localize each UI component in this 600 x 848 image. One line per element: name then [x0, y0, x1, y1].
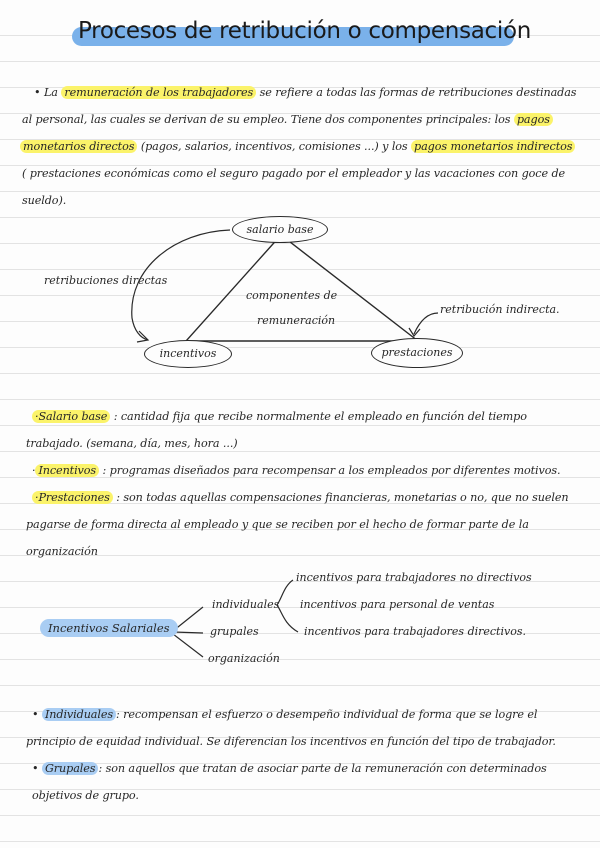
arrowhead-direct-icon: [137, 331, 148, 342]
highlight-salario-base: ·Salario base: [32, 410, 110, 423]
tree-leaf-3: incentivos para trabajadores directivos.: [304, 625, 526, 638]
intro-bullet: • La: [34, 86, 58, 99]
tree-grupales: grupales: [210, 625, 259, 638]
bullet: •: [32, 762, 39, 775]
arrow-indirect: [414, 313, 438, 334]
final-grupales-line-2: objetivos de grupo.: [32, 789, 139, 802]
def-prestaciones-line-2: pagarse de forma directa al empleado y que se reciben por el hecho de formar parte de la: [26, 518, 529, 531]
def-prestaciones-line-3: organización: [26, 545, 98, 558]
label-retribucion-indirecta: retribución indirecta.: [440, 303, 560, 316]
label-retribuciones-directas: retribuciones directas: [44, 274, 168, 287]
highlight-grupales: Grupales: [42, 762, 98, 775]
highlight-incentivos: Incentivos: [35, 464, 99, 477]
highlight-directos: monetarios directos: [20, 140, 137, 153]
intro-text: al personal, las cuales se derivan de su empleo. Tiene dos componentes principales: los: [22, 113, 511, 126]
def-incentivos-line: · Incentivos : programas diseñados para recompensar a los empleados por diferentes motivos.: [32, 464, 561, 477]
def-text: : recompensan el esfuerzo o desempeño individual de forma que se logre el: [116, 708, 538, 721]
branch-organizacion: [173, 634, 203, 657]
def-salario-line-1: [32, 410, 527, 423]
intro-line-5: sueldo).: [22, 194, 67, 207]
diagram-center-2: remuneración: [257, 314, 336, 327]
final-individuales-line-2: principio de equidad individual. Se diferencian los incentivos en función del tipo de trabajador.: [26, 735, 556, 748]
def-text: : son todas aquellas compensaciones financieras, monetarias o no, que no suelen: [116, 491, 569, 504]
tree-leaf-1: incentivos para trabajadores no directivos: [296, 571, 532, 584]
def-text: : programas diseñados para recompensar a los empleados por diferentes motivos.: [102, 464, 561, 477]
intro-text: (pagos, salarios, incentivos, comisiones ...) y los: [140, 140, 408, 153]
def-text: : son aquellos que tratan de asociar parte de la remuneración con determinados: [98, 762, 547, 775]
tree-leaf-2: incentivos para personal de ventas: [300, 598, 495, 611]
tree-organizacion: organización: [208, 652, 280, 665]
highlight-prestaciones: ·Prestaciones: [32, 491, 113, 504]
highlight-indirectos: pagos monetarios indirectos: [411, 140, 575, 153]
highlight-incentivos-salariales: Incentivos Salariales: [40, 619, 178, 637]
bullet: •: [32, 708, 39, 721]
intro-text: se refiere a todas las formas de retribuciones destinadas: [259, 86, 577, 99]
final-grupales-line-1: [32, 762, 547, 775]
node-prestaciones: prestaciones: [371, 338, 463, 368]
highlight-pagos: pagos: [514, 113, 553, 126]
highlight-individuales: Individuales: [42, 708, 116, 721]
def-text: : cantidad fija que recibe normalmente el empleado en función del tiempo: [113, 410, 527, 423]
tree-root: [40, 621, 178, 635]
diagram-center-1: componentes de: [246, 289, 338, 302]
page-title: Procesos de retribución o compensación: [78, 18, 532, 44]
tree-individuales: individuales: [212, 598, 280, 611]
brace-individuales: [277, 580, 298, 632]
intro-line-4: ( prestaciones económicas como el seguro pagado por el empleador y las vacaciones con goce de: [22, 167, 566, 180]
final-individuales-line-1: [32, 708, 537, 721]
def-prestaciones-line-1: [32, 491, 569, 504]
def-salario-line-2: trabajado. (semana, día, mes, hora ...): [26, 437, 238, 450]
node-incentivos: incentivos: [144, 340, 232, 368]
highlight-remuneracion: remuneración de los trabajadores: [61, 86, 256, 99]
node-salario-base: salario base: [232, 216, 328, 243]
